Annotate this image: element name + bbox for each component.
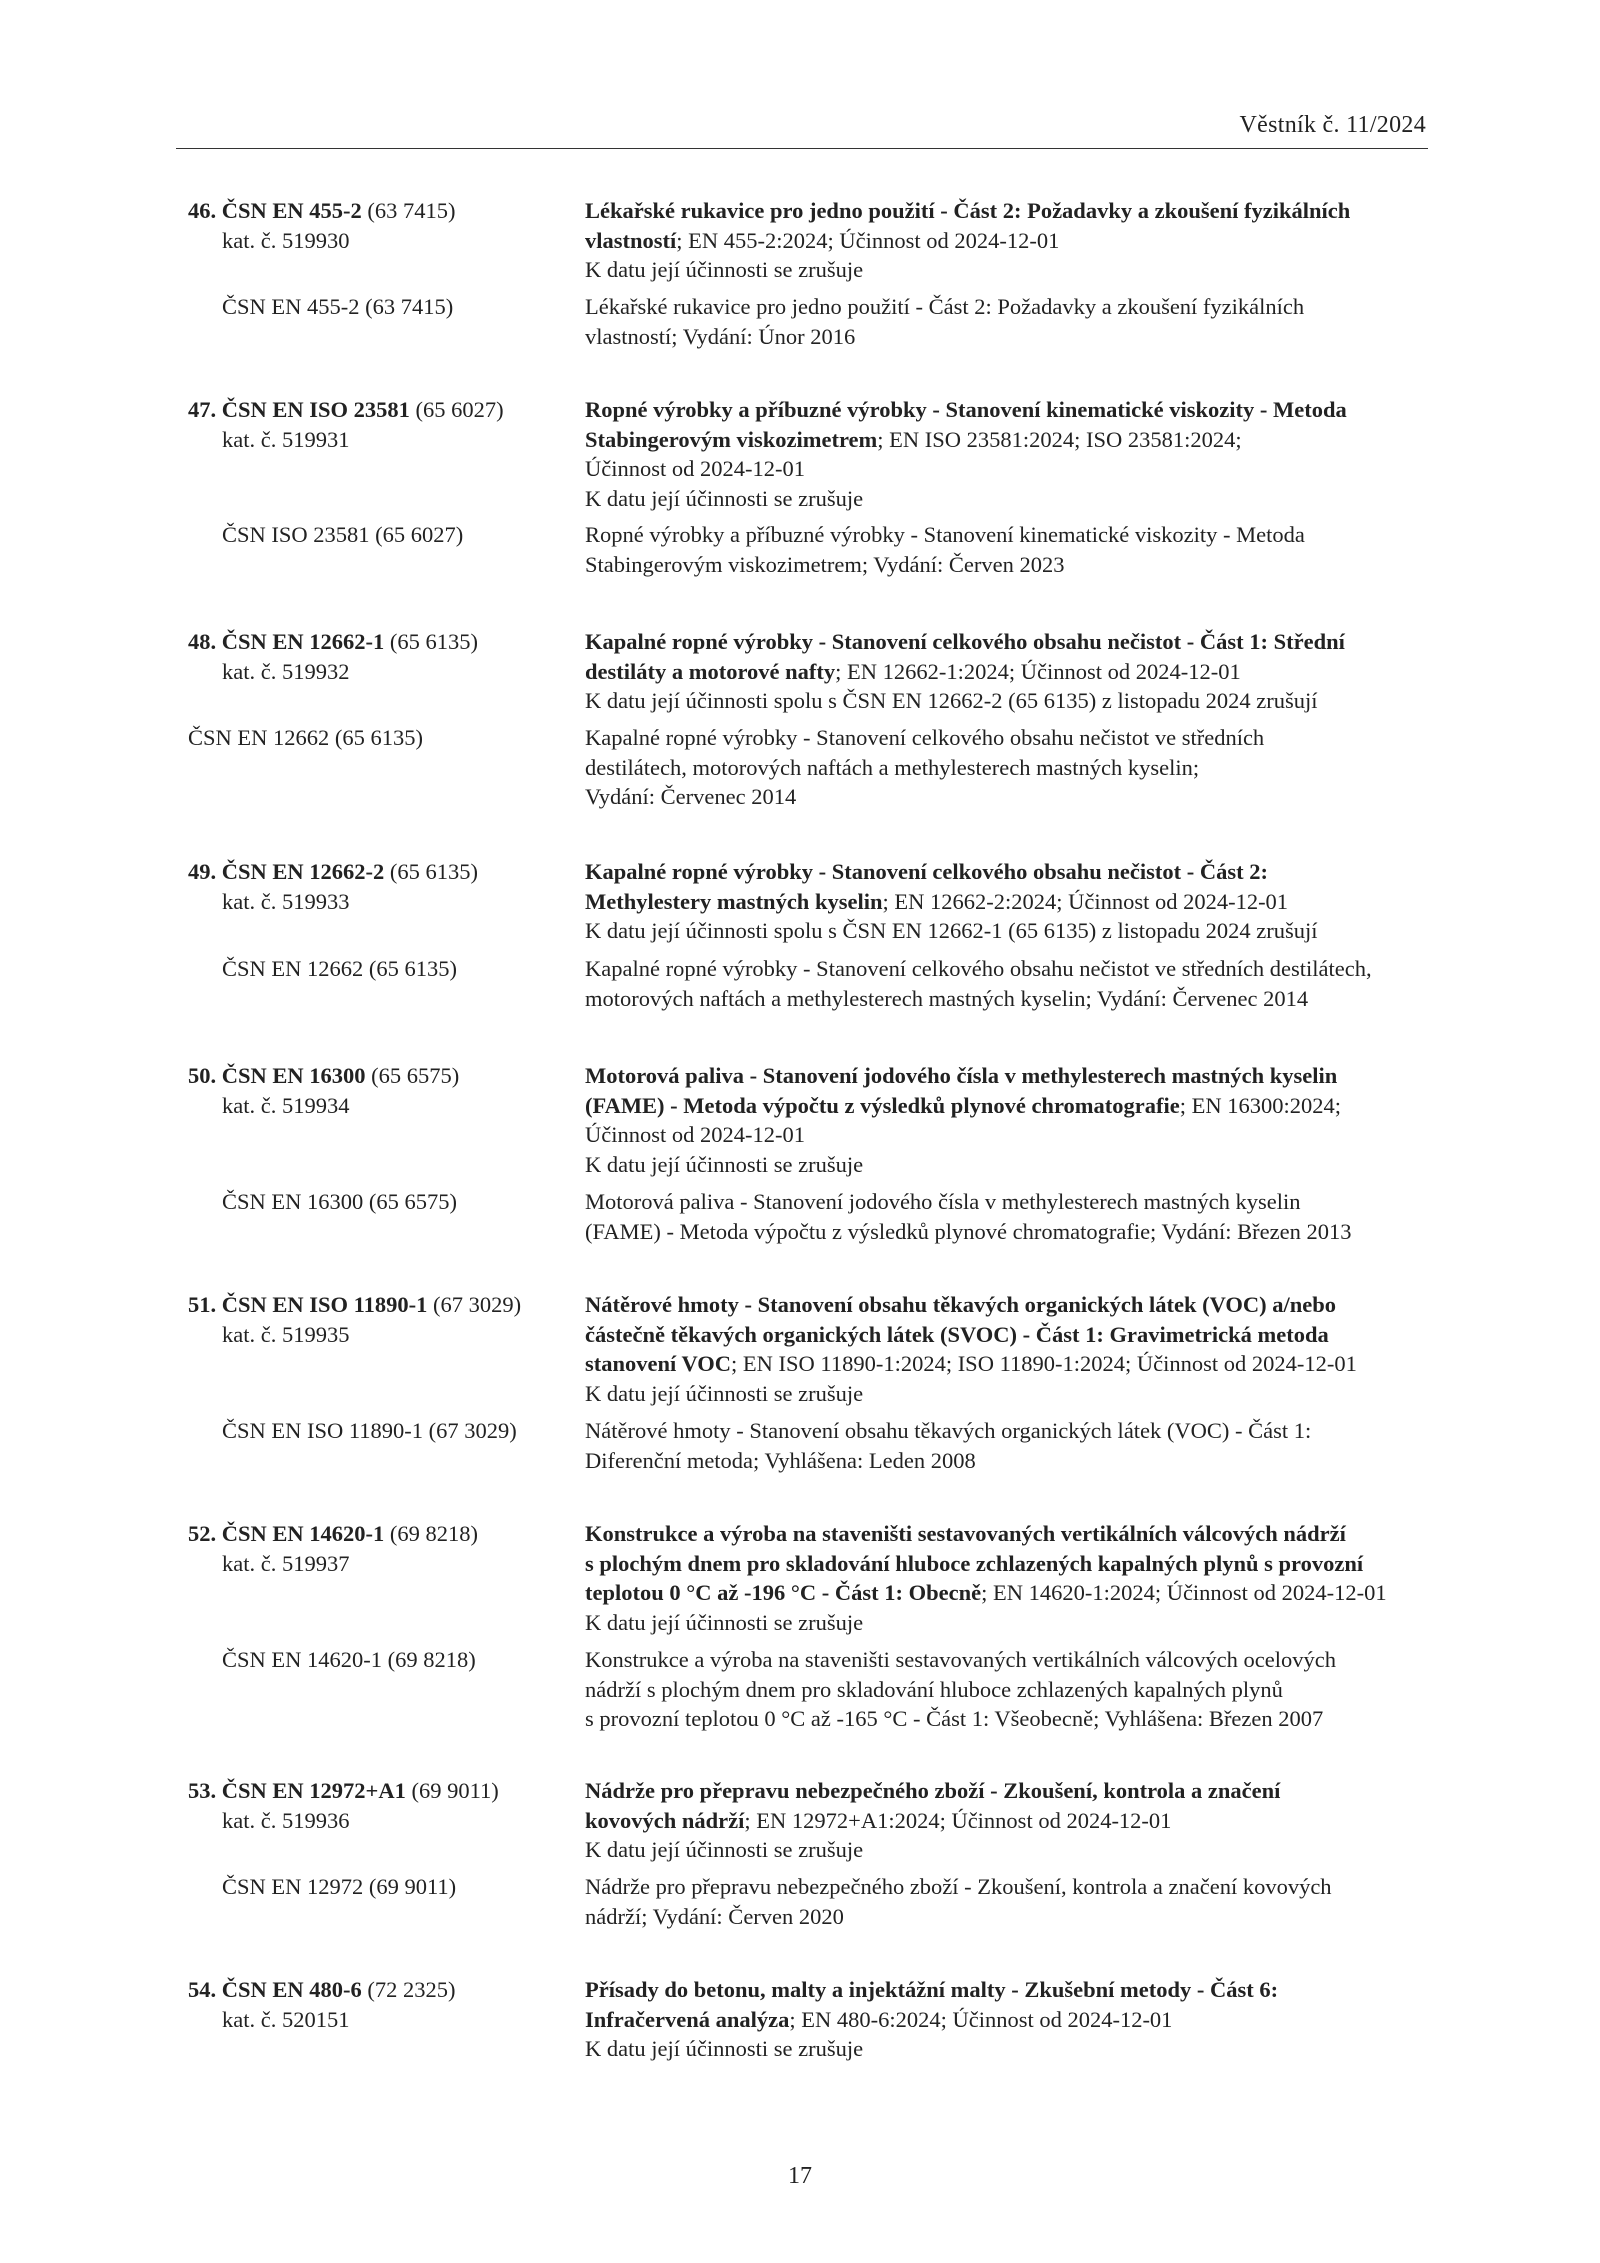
replaced-standard-description <box>585 292 1445 351</box>
catalog-number: kat. č. 519932 <box>222 658 350 684</box>
standard-title-part: částečně těkavých organických látek (SVOC) - Část 1: Gravimetrická metoda <box>585 1321 1329 1347</box>
catalog-number: kat. č. 519936 <box>222 1807 350 1833</box>
standard-id-line <box>188 1290 521 1320</box>
standard-id-line <box>188 1975 456 2005</box>
description-line <box>585 1776 1445 1806</box>
standard-code: ČSN EN 480-6 <box>221 1977 362 2002</box>
status-line: K datu její účinnosti spolu s ČSN EN 12662-2 (65 6135) z listopadu 2024 zrušují <box>585 688 1318 713</box>
entry-number: 51. <box>188 1292 217 1317</box>
entry-number: 48. <box>188 629 217 654</box>
standard-id-line <box>188 1519 478 1549</box>
replaced-description-line: Motorová paliva - Stanovení jodového čísla v methylesterech mastných kyselin <box>585 1189 1301 1214</box>
classification-number: (65 6027) <box>415 397 504 422</box>
replaced-description-line: nádrží; Vydání: Červen 2020 <box>585 1903 844 1929</box>
replaced-standard-description <box>585 1645 1445 1734</box>
status-line: K datu její účinnosti se zrušuje <box>585 1151 864 1177</box>
standard-id-block <box>188 1975 456 2034</box>
standard-code: ČSN EN 12972+A1 <box>221 1778 406 1803</box>
catalog-number: kat. č. 519935 <box>222 1321 350 1347</box>
standard-id-line <box>188 395 504 425</box>
status-line: Účinnost od 2024-12-01 <box>585 1122 805 1147</box>
entry-number: 52. <box>188 1521 217 1546</box>
entry-number: 54. <box>188 1977 217 2002</box>
replaced-description-line: Nádrže pro přepravu nebezpečného zboží - Zkoušení, kontrola a značení kovových <box>585 1874 1332 1899</box>
standard-description <box>585 196 1445 285</box>
replaced-description-line: Vydání: Červenec 2014 <box>585 784 797 809</box>
classification-number: (69 8218) <box>389 1521 479 1546</box>
standard-reference-info: ; EN ISO 11890-1:2024; ISO 11890-1:2024; Účinnost od 2024-12-01 <box>731 1351 1357 1376</box>
standard-reference-info: ; EN 14620-1:2024; Účinnost od 2024-12-01 <box>981 1580 1387 1605</box>
standard-description <box>585 857 1445 946</box>
classification-number: (72 2325) <box>367 1977 456 2002</box>
standard-id-block <box>188 1290 521 1349</box>
standard-title-part: (FAME) - Metoda výpočtu z výsledků plynové chromatografie <box>585 1092 1180 1118</box>
entry-number: 46. <box>188 198 217 223</box>
page-number: 17 <box>788 2163 812 2189</box>
standard-reference-info: ; EN 480-6:2024; Účinnost od 2024-12-01 <box>789 2006 1173 2032</box>
classification-number: (63 7415) <box>367 198 456 223</box>
standard-code: ČSN EN 14620-1 <box>221 1521 385 1546</box>
standard-reference-info: ; EN 12662-1:2024; Účinnost od 2024-12-01 <box>835 658 1241 684</box>
standard-code: ČSN EN 16300 <box>221 1063 366 1088</box>
replaced-description-line: Diferenční metoda; Vyhlášena: Leden 2008 <box>585 1447 976 1473</box>
replaced-description-line: Kapalné ropné výrobky - Stanovení celkového obsahu nečistot ve středních <box>585 725 1265 750</box>
replaced-standard-code: ČSN EN 12662 (65 6135) <box>188 725 423 750</box>
bulletin-title: Věstník č. 11/2024 <box>1239 112 1426 138</box>
standard-title-part: Kapalné ropné výrobky - Stanovení celkového obsahu nečistot - Část 1: Střední <box>585 629 1345 654</box>
standard-title-part: s plochým dnem pro skladování hluboce zchlazených kapalných plynů s provozní <box>585 1550 1364 1576</box>
replaced-description-line: s provozní teplotou 0 °C až -165 °C - Část 1: Všeobecně; Vyhlášena: Březen 2007 <box>585 1706 1324 1731</box>
standard-description <box>585 1776 1445 1865</box>
status-line: K datu její účinnosti se zrušuje <box>585 1380 864 1406</box>
standard-code: ČSN EN 12662-1 <box>221 629 385 654</box>
standard-code: ČSN EN ISO 11890-1 <box>221 1292 428 1317</box>
replaced-standard-code: ČSN EN ISO 11890-1 (67 3029) <box>222 1418 517 1443</box>
standard-title-part: Infračervená analýza <box>585 2006 790 2032</box>
page-header <box>176 104 1428 149</box>
classification-number: (67 3029) <box>433 1292 522 1317</box>
entry-number: 50. <box>188 1063 217 1088</box>
replaced-description-line: Kapalné ropné výrobky - Stanovení celkového obsahu nečistot ve středních destilátech, <box>585 956 1372 981</box>
replaced-description-line: nádrží s plochým dnem pro skladování hluboce zchlazených kapalných plynů <box>585 1676 1283 1702</box>
replaced-description-line: (FAME) - Metoda výpočtu z výsledků plynové chromatografie; Vydání: Březen 2013 <box>585 1218 1352 1244</box>
catalog-number: kat. č. 520151 <box>222 2006 350 2032</box>
standard-title-part: teplotou 0 °C až -196 °C - Část 1: Obecně <box>585 1580 982 1605</box>
replaced-standard-code: ČSN EN 455-2 (63 7415) <box>222 294 454 319</box>
standard-title-part: destiláty a motorové nafty <box>585 658 836 684</box>
replaced-description-line: motorových naftách a methylesterech mastných kyselin; Vydání: Červenec 2014 <box>585 985 1309 1011</box>
description-line <box>585 1975 1445 2005</box>
description-line <box>585 1061 1445 1091</box>
description-line <box>585 425 1445 455</box>
status-line: K datu její účinnosti se zrušuje <box>585 1609 864 1635</box>
entry-number: 49. <box>188 859 217 884</box>
standard-title-part: Methylestery mastných kyselin <box>585 888 883 914</box>
description-line <box>585 1519 1445 1549</box>
standard-description <box>585 627 1445 716</box>
standard-id-block <box>188 196 456 255</box>
standard-title-part: vlastností <box>585 227 677 253</box>
standard-reference-info: ; EN 12662-2:2024; Účinnost od 2024-12-01 <box>882 888 1289 914</box>
description-line <box>585 1578 1445 1608</box>
standard-id-block <box>188 395 504 454</box>
standard-description <box>585 395 1445 513</box>
description-line <box>585 887 1445 917</box>
classification-number: (65 6575) <box>371 1063 460 1088</box>
replaced-standard-code: ČSN EN 12972 (69 9011) <box>222 1874 457 1899</box>
standard-id-line <box>188 627 478 657</box>
standard-id-block <box>188 857 478 916</box>
replaced-description-line: Lékařské rukavice pro jedno použití - Část 2: Požadavky a zkoušení fyzikálních <box>585 294 1305 319</box>
replaced-standard-description <box>585 520 1445 579</box>
standard-id-line <box>188 1061 459 1091</box>
entry-number: 53. <box>188 1778 217 1803</box>
standard-reference-info: ; EN 12972+A1:2024; Účinnost od 2024-12-01 <box>744 1807 1172 1833</box>
description-line <box>585 1320 1445 1350</box>
status-line: Účinnost od 2024-12-01 <box>585 456 805 481</box>
classification-number: (65 6135) <box>389 629 479 654</box>
description-line <box>585 196 1445 226</box>
status-line: K datu její účinnosti spolu s ČSN EN 12662-1 (65 6135) z listopadu 2024 zrušují <box>585 918 1318 943</box>
standard-code: ČSN EN 455-2 <box>221 198 362 223</box>
standard-code: ČSN EN ISO 23581 <box>221 397 410 422</box>
status-line: K datu její účinnosti se zrušuje <box>585 257 864 282</box>
standard-id-line <box>188 857 478 887</box>
standard-title-part: Motorová paliva - Stanovení jodového čísla v methylesterech mastných kyselin <box>585 1063 1338 1088</box>
replaced-standard-description <box>585 1416 1445 1475</box>
standard-title-part: kovových nádrží <box>585 1807 745 1833</box>
standard-title-part: Lékařské rukavice pro jedno použití - Část 2: Požadavky a zkoušení fyzikálních <box>585 198 1351 223</box>
replaced-description-line: destilátech, motorových naftách a methylesterech mastných kyselin; <box>585 754 1200 780</box>
description-line <box>585 226 1445 256</box>
standard-code: ČSN EN 12662-2 <box>221 859 385 884</box>
standard-description <box>585 1975 1445 2064</box>
standard-title-part: Přísady do betonu, malty a injektážní malty - Zkušební metody - Část 6: <box>585 1977 1279 2002</box>
description-line <box>585 627 1445 657</box>
status-line: K datu její účinnosti se zrušuje <box>585 2036 864 2061</box>
standard-id-block <box>188 1061 459 1120</box>
standard-title-part: Kapalné ropné výrobky - Stanovení celkového obsahu nečistot - Část 2: <box>585 859 1268 884</box>
replaced-standard-code: ČSN EN 14620-1 (69 8218) <box>222 1647 476 1672</box>
replaced-description-line: Nátěrové hmoty - Stanovení obsahu těkavých organických látek (VOC) - Část 1: <box>585 1418 1312 1443</box>
replaced-standard-description <box>585 723 1445 812</box>
standard-description <box>585 1290 1445 1408</box>
description-line <box>585 857 1445 887</box>
description-line <box>585 657 1445 687</box>
standard-reference-info: ; EN 455-2:2024; Účinnost od 2024-12-01 <box>676 227 1060 253</box>
replaced-standard-description <box>585 954 1445 1013</box>
standard-id-block <box>188 1776 499 1835</box>
catalog-number: kat. č. 519933 <box>222 888 350 914</box>
description-line <box>585 1806 1445 1836</box>
catalog-number: kat. č. 519931 <box>222 426 350 452</box>
replaced-standard-code: ČSN ISO 23581 (65 6027) <box>222 522 464 547</box>
standard-title-part: Stabingerovým viskozimetrem <box>585 426 878 452</box>
standard-title-part: Nádrže pro přepravu nebezpečného zboží - Zkoušení, kontrola a značení <box>585 1778 1281 1803</box>
description-line <box>585 1549 1445 1579</box>
classification-number: (65 6135) <box>389 859 479 884</box>
description-line <box>585 2005 1445 2035</box>
standard-title-part: Nátěrové hmoty - Stanovení obsahu těkavých organických látek (VOC) a/nebo <box>585 1292 1337 1317</box>
standard-reference-info: ; EN 16300:2024; <box>1179 1092 1341 1118</box>
standard-title-part: Konstrukce a výroba na staveništi sestavovaných vertikálních válcových nádrží <box>585 1521 1346 1546</box>
description-line <box>585 1091 1445 1121</box>
status-line: K datu její účinnosti se zrušuje <box>585 485 864 511</box>
catalog-number: kat. č. 519937 <box>222 1550 350 1576</box>
replaced-description-line: Stabingerovým viskozimetrem; Vydání: Červen 2023 <box>585 551 1065 577</box>
standard-id-line <box>188 1776 499 1806</box>
replaced-description-line: vlastností; Vydání: Únor 2016 <box>585 323 856 349</box>
replaced-description-line: Ropné výrobky a příbuzné výrobky - Stanovení kinematické viskozity - Metoda <box>585 522 1305 547</box>
description-line <box>585 1349 1445 1379</box>
standard-description <box>585 1061 1445 1179</box>
classification-number: (69 9011) <box>411 1778 499 1803</box>
replaced-standard-description <box>585 1187 1445 1246</box>
standard-title-part: stanovení VOC <box>585 1351 732 1376</box>
standard-title-part: Ropné výrobky a příbuzné výrobky - Stanovení kinematické viskozity - Metoda <box>585 397 1347 422</box>
description-line <box>585 395 1445 425</box>
standard-id-block <box>188 1519 478 1578</box>
replaced-standard-description <box>585 1872 1445 1931</box>
standard-id-line <box>188 196 456 226</box>
description-line <box>585 1290 1445 1320</box>
replaced-standard-code: ČSN EN 12662 (65 6135) <box>222 956 457 981</box>
catalog-number: kat. č. 519930 <box>222 227 350 253</box>
replaced-standard-code: ČSN EN 16300 (65 6575) <box>222 1189 457 1214</box>
status-line: K datu její účinnosti se zrušuje <box>585 1837 864 1862</box>
entry-number: 47. <box>188 397 217 422</box>
replaced-description-line: Konstrukce a výroba na staveništi sestavovaných vertikálních válcových ocelových <box>585 1647 1337 1672</box>
standard-description <box>585 1519 1445 1637</box>
catalog-number: kat. č. 519934 <box>222 1092 350 1118</box>
standard-id-block <box>188 627 478 686</box>
standard-reference-info: ; EN ISO 23581:2024; ISO 23581:2024; <box>877 426 1242 452</box>
